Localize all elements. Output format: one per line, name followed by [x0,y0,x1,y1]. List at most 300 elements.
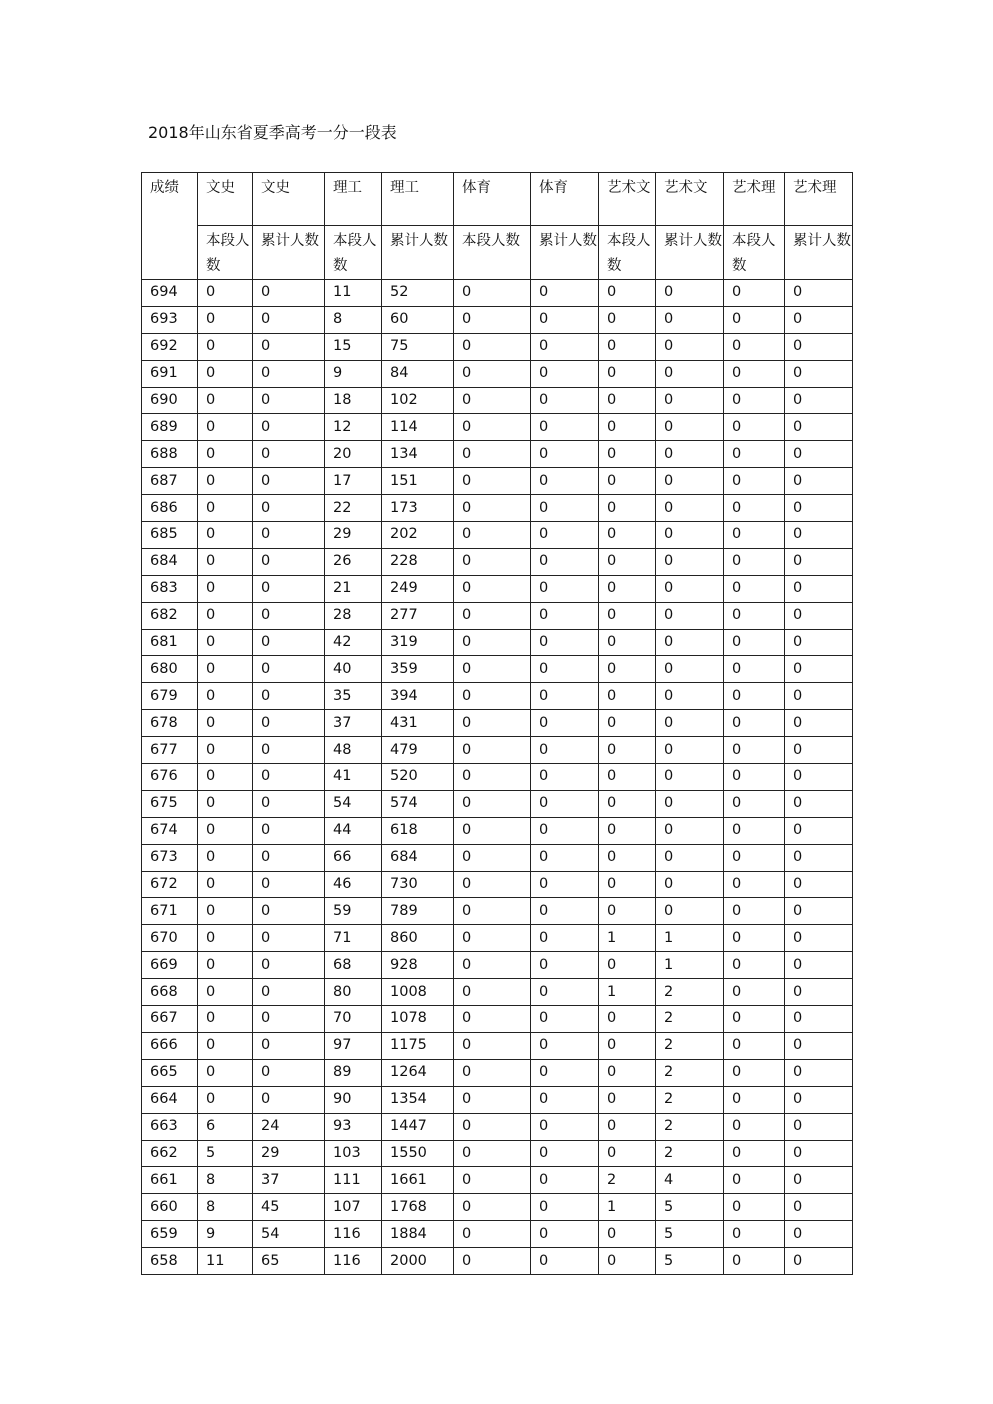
count-cell: 0 [599,1059,656,1086]
count-cell: 0 [724,1032,785,1059]
count-cell: 1661 [382,1167,454,1194]
count-cell: 0 [785,737,853,764]
count-cell: 89 [325,1059,382,1086]
count-cell: 2 [656,1059,724,1086]
count-cell: 0 [785,441,853,468]
count-cell: 42 [325,629,382,656]
count-cell: 0 [785,1248,853,1275]
count-cell: 1 [656,925,724,952]
count-cell: 0 [454,280,531,307]
count-cell: 0 [785,1113,853,1140]
count-cell: 1 [656,952,724,979]
count-cell: 2 [599,1167,656,1194]
header-type: 本段人数 [724,226,785,280]
count-cell: 0 [531,468,599,495]
count-cell: 0 [724,1221,785,1248]
count-cell: 60 [382,306,454,333]
count-cell: 0 [531,360,599,387]
count-cell: 0 [724,1140,785,1167]
count-cell: 0 [198,333,253,360]
count-cell: 0 [531,790,599,817]
count-cell: 1175 [382,1032,454,1059]
count-cell: 0 [785,683,853,710]
count-cell: 0 [785,1167,853,1194]
count-cell: 0 [253,548,325,575]
table-row [142,898,853,925]
count-cell: 0 [599,656,656,683]
count-cell: 48 [325,737,382,764]
count-cell: 59 [325,898,382,925]
count-cell: 0 [531,414,599,441]
count-cell: 0 [656,306,724,333]
count-cell: 0 [724,1113,785,1140]
count-cell: 5 [656,1221,724,1248]
count-cell: 0 [454,737,531,764]
count-cell: 0 [724,710,785,737]
score-cell: 669 [142,952,198,979]
count-cell: 0 [198,1032,253,1059]
count-cell: 0 [531,1032,599,1059]
count-cell: 0 [656,495,724,522]
count-cell: 0 [599,360,656,387]
table-row [142,387,853,414]
count-cell: 0 [531,925,599,952]
count-cell: 0 [454,710,531,737]
count-cell: 618 [382,817,454,844]
count-cell: 2 [656,1113,724,1140]
count-cell: 0 [656,629,724,656]
count-cell: 0 [724,629,785,656]
count-cell: 431 [382,710,454,737]
count-cell: 0 [253,790,325,817]
count-cell: 479 [382,737,454,764]
count-cell: 0 [198,898,253,925]
count-cell: 15 [325,333,382,360]
table-row [142,414,853,441]
count-cell: 0 [454,360,531,387]
count-cell: 97 [325,1032,382,1059]
count-cell: 0 [599,575,656,602]
count-cell: 26 [325,548,382,575]
count-cell: 151 [382,468,454,495]
header-type: 累计人数 [382,226,454,280]
header-category: 艺术文 [656,173,724,226]
count-cell: 0 [656,817,724,844]
count-cell: 277 [382,602,454,629]
table-row [142,1248,853,1275]
score-cell: 691 [142,360,198,387]
count-cell: 22 [325,495,382,522]
count-cell: 0 [253,495,325,522]
count-cell: 0 [599,1248,656,1275]
count-cell: 928 [382,952,454,979]
table-row [142,1194,853,1221]
count-cell: 0 [253,468,325,495]
count-cell: 0 [724,764,785,791]
count-cell: 0 [785,1059,853,1086]
count-cell: 114 [382,414,454,441]
table-row [142,683,853,710]
count-cell: 0 [198,522,253,549]
count-cell: 0 [253,1032,325,1059]
count-cell: 574 [382,790,454,817]
count-cell: 0 [531,1059,599,1086]
count-cell: 90 [325,1086,382,1113]
count-cell: 0 [454,1140,531,1167]
count-cell: 0 [785,1086,853,1113]
count-cell: 1 [599,979,656,1006]
count-cell: 40 [325,656,382,683]
count-cell: 0 [198,548,253,575]
header-type: 累计人数 [253,226,325,280]
count-cell: 0 [785,629,853,656]
count-cell: 0 [785,280,853,307]
score-cell: 676 [142,764,198,791]
count-cell: 28 [325,602,382,629]
count-cell: 0 [531,522,599,549]
count-cell: 0 [531,602,599,629]
count-cell: 0 [253,1086,325,1113]
count-cell: 0 [198,979,253,1006]
count-cell: 0 [531,1140,599,1167]
score-cell: 658 [142,1248,198,1275]
count-cell: 1550 [382,1140,454,1167]
count-cell: 860 [382,925,454,952]
count-cell: 0 [253,387,325,414]
count-cell: 1078 [382,1006,454,1033]
table-row [142,575,853,602]
count-cell: 0 [724,468,785,495]
count-cell: 0 [531,1248,599,1275]
count-cell: 0 [198,575,253,602]
count-cell: 520 [382,764,454,791]
header-category: 理工 [325,173,382,226]
count-cell: 1 [599,1194,656,1221]
count-cell: 0 [785,333,853,360]
count-cell: 0 [198,871,253,898]
count-cell: 0 [724,1059,785,1086]
score-cell: 684 [142,548,198,575]
count-cell: 0 [724,1248,785,1275]
count-cell: 0 [785,1221,853,1248]
table-row [142,602,853,629]
count-cell: 9 [325,360,382,387]
count-cell: 0 [253,522,325,549]
count-cell: 0 [599,522,656,549]
header-category: 文史 [198,173,253,226]
count-cell: 0 [724,925,785,952]
score-cell: 680 [142,656,198,683]
count-cell: 0 [724,737,785,764]
count-cell: 0 [198,280,253,307]
count-cell: 0 [785,1006,853,1033]
count-cell: 0 [724,871,785,898]
count-cell: 107 [325,1194,382,1221]
table-row [142,656,853,683]
count-cell: 0 [454,764,531,791]
count-cell: 0 [253,441,325,468]
score-cell: 673 [142,844,198,871]
header-category: 文史 [253,173,325,226]
count-cell: 0 [785,414,853,441]
count-cell: 0 [785,306,853,333]
count-cell: 1264 [382,1059,454,1086]
count-cell: 319 [382,629,454,656]
count-cell: 0 [785,979,853,1006]
header-category: 体育 [454,173,531,226]
count-cell: 52 [382,280,454,307]
header-category: 艺术理 [724,173,785,226]
count-cell: 2 [656,1032,724,1059]
count-cell: 0 [253,1006,325,1033]
count-cell: 0 [198,602,253,629]
score-cell: 665 [142,1059,198,1086]
count-cell: 11 [325,280,382,307]
count-cell: 0 [253,360,325,387]
header-type: 本段人数 [599,226,656,280]
count-cell: 71 [325,925,382,952]
count-cell: 0 [599,1006,656,1033]
count-cell: 1354 [382,1086,454,1113]
count-cell: 70 [325,1006,382,1033]
count-cell: 8 [198,1194,253,1221]
score-cell: 679 [142,683,198,710]
count-cell: 0 [531,441,599,468]
count-cell: 2 [656,1086,724,1113]
count-cell: 0 [599,1032,656,1059]
count-cell: 0 [253,280,325,307]
count-cell: 0 [724,979,785,1006]
table-row [142,548,853,575]
count-cell: 0 [785,387,853,414]
count-cell: 0 [656,871,724,898]
score-cell: 668 [142,979,198,1006]
table-row [142,522,853,549]
count-cell: 0 [724,548,785,575]
header-type: 累计人数 [785,226,853,280]
table-row [142,1086,853,1113]
count-cell: 0 [656,602,724,629]
count-cell: 0 [198,360,253,387]
count-cell: 0 [454,1221,531,1248]
count-cell: 0 [253,817,325,844]
count-cell: 0 [454,414,531,441]
table-row [142,737,853,764]
count-cell: 0 [454,629,531,656]
count-cell: 0 [785,522,853,549]
count-cell: 0 [785,952,853,979]
count-cell: 0 [253,764,325,791]
count-cell: 0 [599,898,656,925]
count-cell: 173 [382,495,454,522]
count-cell: 0 [656,280,724,307]
count-cell: 0 [785,844,853,871]
count-cell: 0 [198,468,253,495]
count-cell: 1008 [382,979,454,1006]
count-cell: 5 [198,1140,253,1167]
count-cell: 0 [454,1086,531,1113]
count-cell: 1768 [382,1194,454,1221]
count-cell: 0 [531,737,599,764]
count-cell: 45 [253,1194,325,1221]
table-row [142,495,853,522]
count-cell: 0 [656,683,724,710]
count-cell: 134 [382,441,454,468]
table-row [142,1167,853,1194]
count-cell: 11 [198,1248,253,1275]
count-cell: 0 [785,468,853,495]
count-cell: 0 [454,333,531,360]
count-cell: 0 [656,360,724,387]
score-cell: 677 [142,737,198,764]
count-cell: 1447 [382,1113,454,1140]
count-cell: 5 [656,1248,724,1275]
count-cell: 0 [724,387,785,414]
count-cell: 0 [198,441,253,468]
score-cell: 671 [142,898,198,925]
table-row [142,1059,853,1086]
count-cell: 93 [325,1113,382,1140]
count-cell: 5 [656,1194,724,1221]
count-cell: 46 [325,871,382,898]
header-type: 本段人数 [454,226,531,280]
score-cell: 690 [142,387,198,414]
count-cell: 0 [531,629,599,656]
count-cell: 0 [454,844,531,871]
count-cell: 44 [325,817,382,844]
count-cell: 2 [656,1140,724,1167]
table-row [142,1006,853,1033]
header-category: 艺术理 [785,173,853,226]
score-cell: 686 [142,495,198,522]
count-cell: 0 [198,629,253,656]
count-cell: 0 [198,1086,253,1113]
count-cell: 0 [531,575,599,602]
count-cell: 0 [454,925,531,952]
count-cell: 0 [656,898,724,925]
header-type: 累计人数 [531,226,599,280]
count-cell: 0 [724,522,785,549]
count-cell: 0 [253,737,325,764]
count-cell: 0 [454,952,531,979]
score-cell: 664 [142,1086,198,1113]
count-cell: 0 [531,1194,599,1221]
count-cell: 0 [599,871,656,898]
count-cell: 68 [325,952,382,979]
count-cell: 0 [724,656,785,683]
count-cell: 0 [531,683,599,710]
count-cell: 0 [785,871,853,898]
count-cell: 0 [599,710,656,737]
count-cell: 0 [198,683,253,710]
count-cell: 0 [599,280,656,307]
count-cell: 0 [599,790,656,817]
count-cell: 0 [454,1113,531,1140]
count-cell: 0 [253,710,325,737]
count-cell: 35 [325,683,382,710]
count-cell: 0 [599,952,656,979]
score-cell: 675 [142,790,198,817]
count-cell: 0 [531,817,599,844]
count-cell: 0 [724,817,785,844]
count-cell: 0 [253,844,325,871]
count-cell: 0 [253,602,325,629]
header-type: 本段人数 [198,226,253,280]
count-cell: 0 [785,817,853,844]
score-cell: 689 [142,414,198,441]
count-cell: 2000 [382,1248,454,1275]
table-row [142,306,853,333]
count-cell: 111 [325,1167,382,1194]
count-cell: 37 [325,710,382,737]
count-cell: 0 [253,656,325,683]
count-cell: 0 [454,441,531,468]
count-cell: 116 [325,1248,382,1275]
page-title: 2018年山东省夏季高考一分一段表 [148,123,397,142]
count-cell: 0 [454,1006,531,1033]
count-cell: 0 [656,575,724,602]
count-cell: 0 [656,710,724,737]
count-cell: 0 [454,1248,531,1275]
score-cell: 660 [142,1194,198,1221]
score-cell: 681 [142,629,198,656]
count-cell: 0 [724,575,785,602]
count-cell: 66 [325,844,382,871]
count-cell: 116 [325,1221,382,1248]
count-cell: 9 [198,1221,253,1248]
count-cell: 37 [253,1167,325,1194]
count-cell: 0 [599,602,656,629]
score-cell: 692 [142,333,198,360]
count-cell: 24 [253,1113,325,1140]
count-cell: 0 [656,522,724,549]
count-cell: 0 [785,790,853,817]
count-cell: 0 [198,306,253,333]
count-cell: 0 [599,737,656,764]
count-cell: 0 [253,629,325,656]
count-cell: 0 [656,737,724,764]
count-cell: 228 [382,548,454,575]
count-cell: 0 [724,844,785,871]
count-cell: 249 [382,575,454,602]
count-cell: 0 [531,844,599,871]
count-cell: 359 [382,656,454,683]
count-cell: 0 [198,1059,253,1086]
count-cell: 0 [531,306,599,333]
count-cell: 0 [724,1006,785,1033]
count-cell: 0 [454,1059,531,1086]
count-cell: 0 [656,387,724,414]
table-row [142,360,853,387]
score-cell: 659 [142,1221,198,1248]
count-cell: 0 [724,360,785,387]
count-cell: 0 [253,871,325,898]
count-cell: 0 [656,548,724,575]
count-cell: 0 [599,683,656,710]
count-cell: 0 [253,1059,325,1086]
count-cell: 684 [382,844,454,871]
count-cell: 0 [724,602,785,629]
table-row [142,871,853,898]
count-cell: 0 [253,925,325,952]
count-cell: 0 [785,1194,853,1221]
count-cell: 0 [454,683,531,710]
count-cell: 0 [724,441,785,468]
count-cell: 0 [198,656,253,683]
count-cell: 0 [198,790,253,817]
count-cell: 0 [531,952,599,979]
count-cell: 730 [382,871,454,898]
